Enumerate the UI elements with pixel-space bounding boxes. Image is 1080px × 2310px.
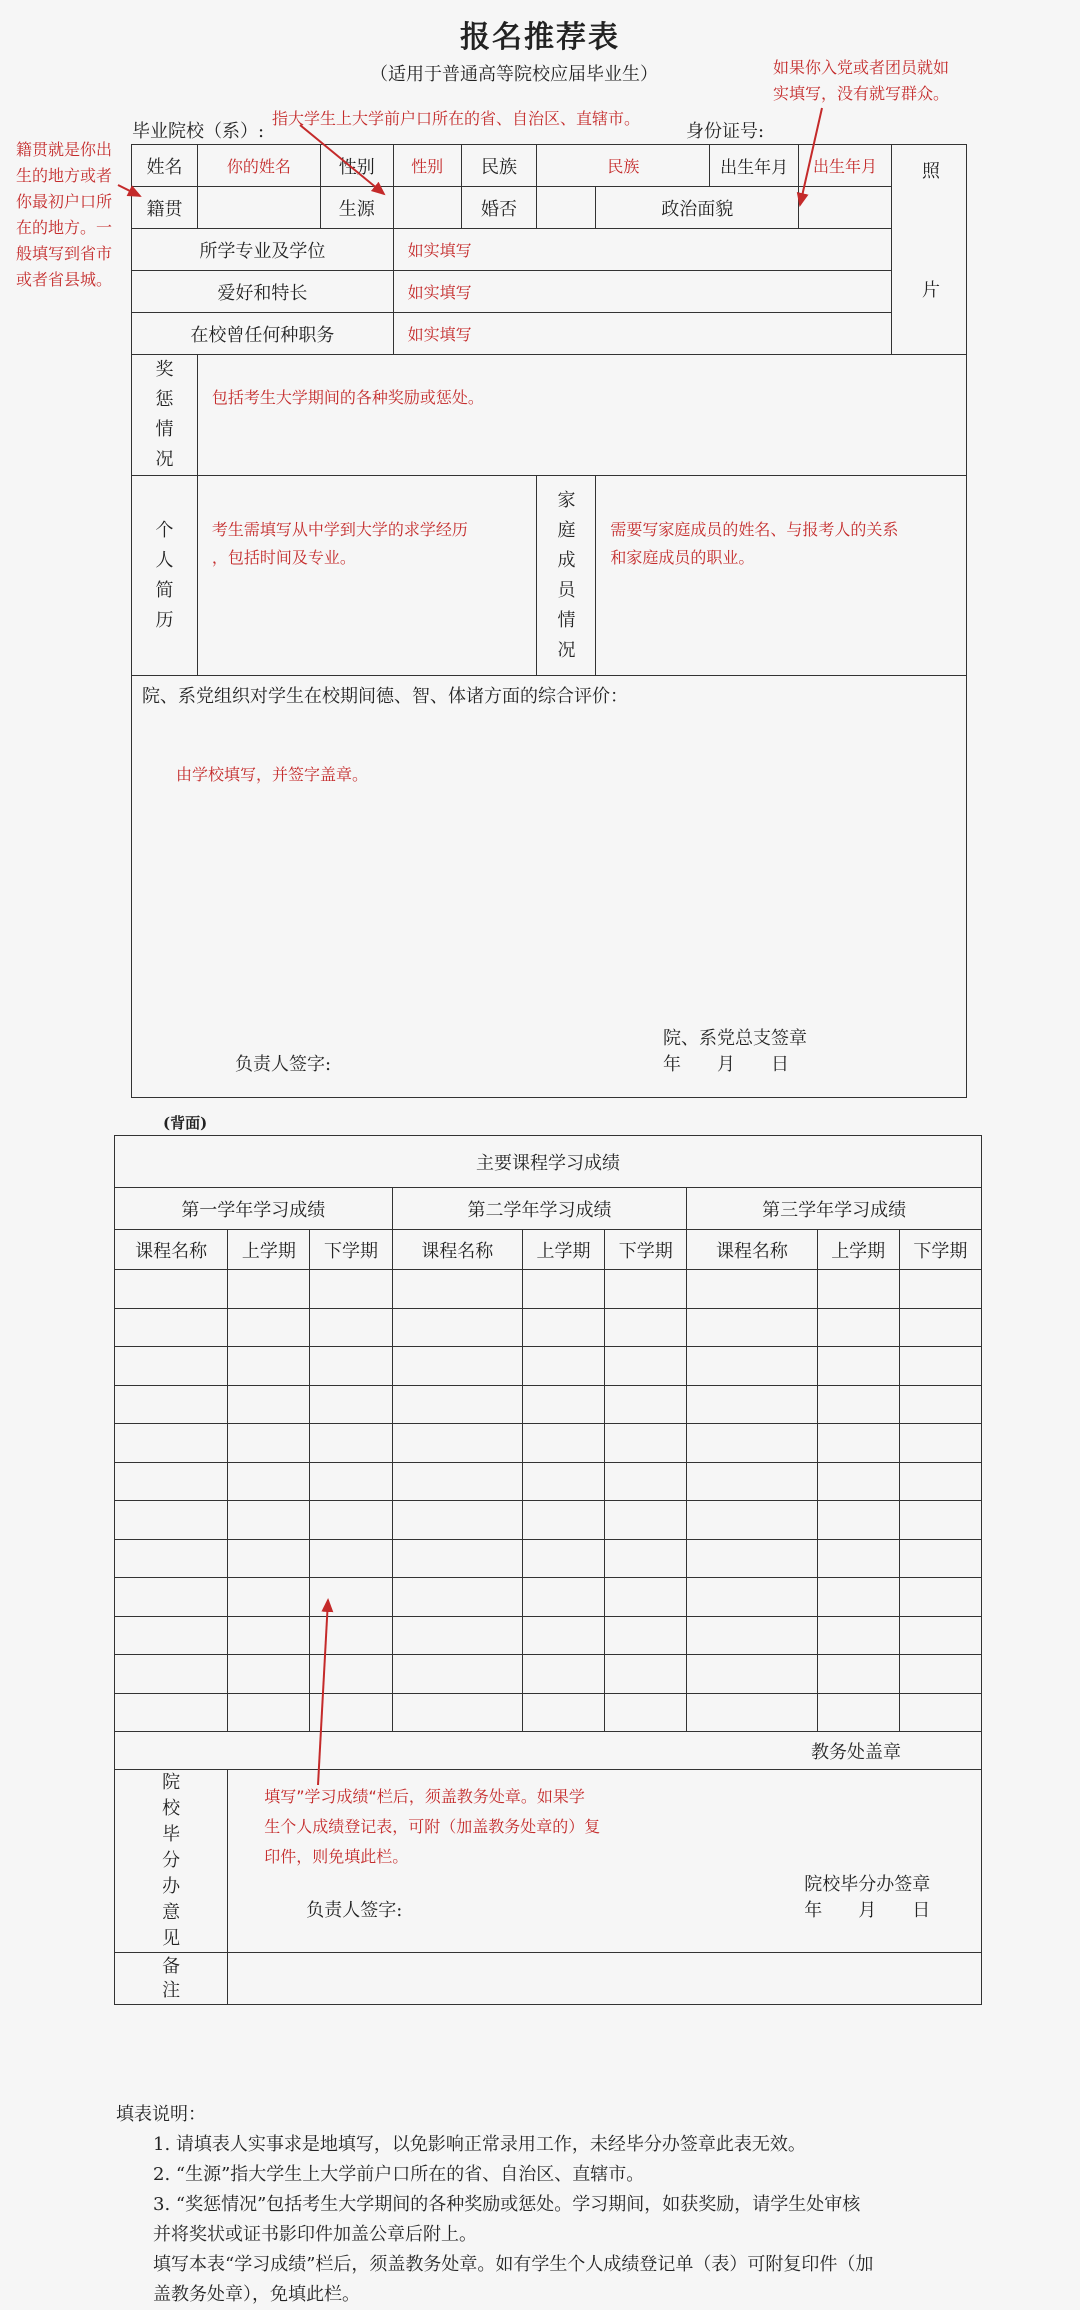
hobby-field[interactable]: 如实填写 bbox=[393, 271, 891, 313]
col-first-term: 上学期 bbox=[522, 1230, 604, 1270]
col-first-term: 上学期 bbox=[228, 1230, 310, 1270]
office-date-label: 年 月 日 bbox=[804, 1900, 931, 1921]
note-line: 般填写到省市 bbox=[16, 244, 113, 263]
arrow-origin bbox=[300, 125, 384, 194]
name-field[interactable]: 你的姓名 bbox=[197, 145, 320, 187]
instruction-line: 填写本表“学习成绩”栏后，须盖教务处章。如有学生个人成绩登记单（表）可附复印件（加 bbox=[153, 2254, 874, 2275]
resume-hint-line-2: ，包括时间及专业。 bbox=[211, 548, 356, 567]
col-second-term: 下学期 bbox=[605, 1230, 687, 1270]
gender-label: 性别 bbox=[320, 145, 393, 187]
position-label: 在校曾任何种职务 bbox=[132, 313, 394, 355]
grades-title: 主要课程学习成绩 bbox=[115, 1136, 982, 1188]
office-hint-line: 生个人成绩登记表，可附（加盖教务处章的）复 bbox=[264, 1817, 601, 1836]
signer-label: 负责人签字: bbox=[235, 1054, 332, 1075]
dept-date-label: 年 月 日 bbox=[663, 1054, 789, 1075]
name-label: 姓名 bbox=[132, 145, 198, 187]
back-side-label: (背面) bbox=[163, 1114, 208, 1132]
evaluation-label: 院、系党组织对学生在校期间德、智、体诸方面的综合评价： bbox=[142, 686, 628, 707]
note-line: 或者省县城。 bbox=[16, 270, 113, 289]
note-line: 生的地方或者 bbox=[16, 166, 113, 185]
col-second-term: 下学期 bbox=[899, 1230, 981, 1270]
note-line: 在的地方。一 bbox=[16, 218, 113, 237]
awards-field[interactable]: 包括考生大学期间的各种奖励或惩处。 bbox=[197, 355, 966, 476]
col-first-term: 上学期 bbox=[817, 1230, 899, 1270]
col-course: 课程名称 bbox=[115, 1230, 228, 1270]
office-signer-label: 负责人签字: bbox=[306, 1900, 403, 1921]
office-label: 院校毕分办意见 bbox=[162, 1772, 181, 1949]
family-hint-line-1: 需要写家庭成员的姓名、与报考人的关系 bbox=[610, 520, 899, 539]
academic-seal-label: 教务处盖章 bbox=[115, 1732, 982, 1770]
arrow-political bbox=[800, 108, 822, 205]
major-field[interactable]: 如实填写 bbox=[393, 229, 891, 271]
origin-label: 生源 bbox=[320, 187, 393, 229]
page-subtitle: （适用于普通高等院校应届毕业生） bbox=[370, 64, 658, 85]
id-label: 身份证号: bbox=[686, 121, 765, 142]
col-course: 课程名称 bbox=[392, 1230, 522, 1270]
resume-label-text: 个人简历 bbox=[155, 519, 174, 631]
birth-label: 出生年月 bbox=[710, 145, 799, 187]
birth-field[interactable]: 出生年月 bbox=[799, 145, 892, 187]
resume-hint-line-1: 考生需填写从中学到大学的求学经历 bbox=[211, 520, 468, 539]
evaluation-hint: 由学校填写，并签字盖章。 bbox=[176, 765, 369, 784]
instruction-line: 并将奖状或证书影印件加盖公章后附上。 bbox=[153, 2224, 477, 2245]
note-line: 你最初户口所 bbox=[16, 192, 113, 211]
position-field[interactable]: 如实填写 bbox=[393, 313, 891, 355]
col-second-term: 下学期 bbox=[310, 1230, 392, 1270]
instruction-line: 1. 请填表人实事求是地填写，以免影响正常录用工作，未经毕分办签章此表无效。 bbox=[153, 2134, 806, 2155]
note-line: 实填写，没有就写群众。 bbox=[773, 84, 950, 103]
ethnic-label: 民族 bbox=[461, 145, 537, 187]
office-seal-label: 院校毕分办签章 bbox=[804, 1874, 931, 1895]
page-title: 报名推荐表 bbox=[460, 20, 620, 55]
remarks-label: 备注 bbox=[162, 1955, 181, 2001]
arrow-native bbox=[118, 185, 140, 196]
native-label: 籍贯 bbox=[132, 187, 198, 229]
political-label: 政治面貌 bbox=[596, 187, 799, 229]
instruction-line: 3. “奖惩情况”包括考生大学期间的各种奖励或惩处。学习期间，如获奖励，请学生处审核 bbox=[153, 2194, 861, 2215]
family-label-text: 家庭成员情况 bbox=[557, 489, 576, 661]
note-line: 籍贯就是你出 bbox=[16, 140, 113, 159]
school-label: 毕业院校（系）: bbox=[132, 121, 265, 142]
office-hint-line: 填写”学习成绩“栏后，须盖教务处章。如果学 bbox=[264, 1787, 585, 1806]
instruction-line: 盖教务处章），免填此栏。 bbox=[153, 2284, 360, 2305]
gender-field[interactable]: 性别 bbox=[393, 145, 461, 187]
hobby-label: 爱好和特长 bbox=[132, 271, 394, 313]
year2-header: 第二学年学习成绩 bbox=[392, 1188, 687, 1230]
photo-label: 照 片 bbox=[918, 161, 940, 338]
arrow-grades bbox=[318, 1600, 328, 1785]
family-hint-line-2: 和家庭成员的职业。 bbox=[610, 548, 755, 567]
col-course: 课程名称 bbox=[687, 1230, 817, 1270]
year1-header: 第一学年学习成绩 bbox=[115, 1188, 393, 1230]
instruction-line: 2. “生源”指大学生上大学前户口所在的省、自治区、直辖市。 bbox=[153, 2164, 645, 2185]
year3-header: 第三学年学习成绩 bbox=[687, 1188, 982, 1230]
marital-label: 婚否 bbox=[461, 187, 537, 229]
dept-seal-label: 院、系党总支签章 bbox=[663, 1028, 807, 1049]
office-hint-line: 印件，则免填此栏。 bbox=[264, 1847, 409, 1866]
note-line: 如果你入党或者团员就如 bbox=[773, 58, 950, 77]
origin-annotation: 指大学生上大学前户口所在的省、自治区、直辖市。 bbox=[272, 109, 641, 128]
major-label: 所学专业及学位 bbox=[132, 229, 394, 271]
awards-label-text: 奖惩情况 bbox=[155, 359, 174, 470]
ethnic-field[interactable]: 民族 bbox=[537, 145, 710, 187]
instructions-heading: 填表说明： bbox=[116, 2104, 206, 2125]
